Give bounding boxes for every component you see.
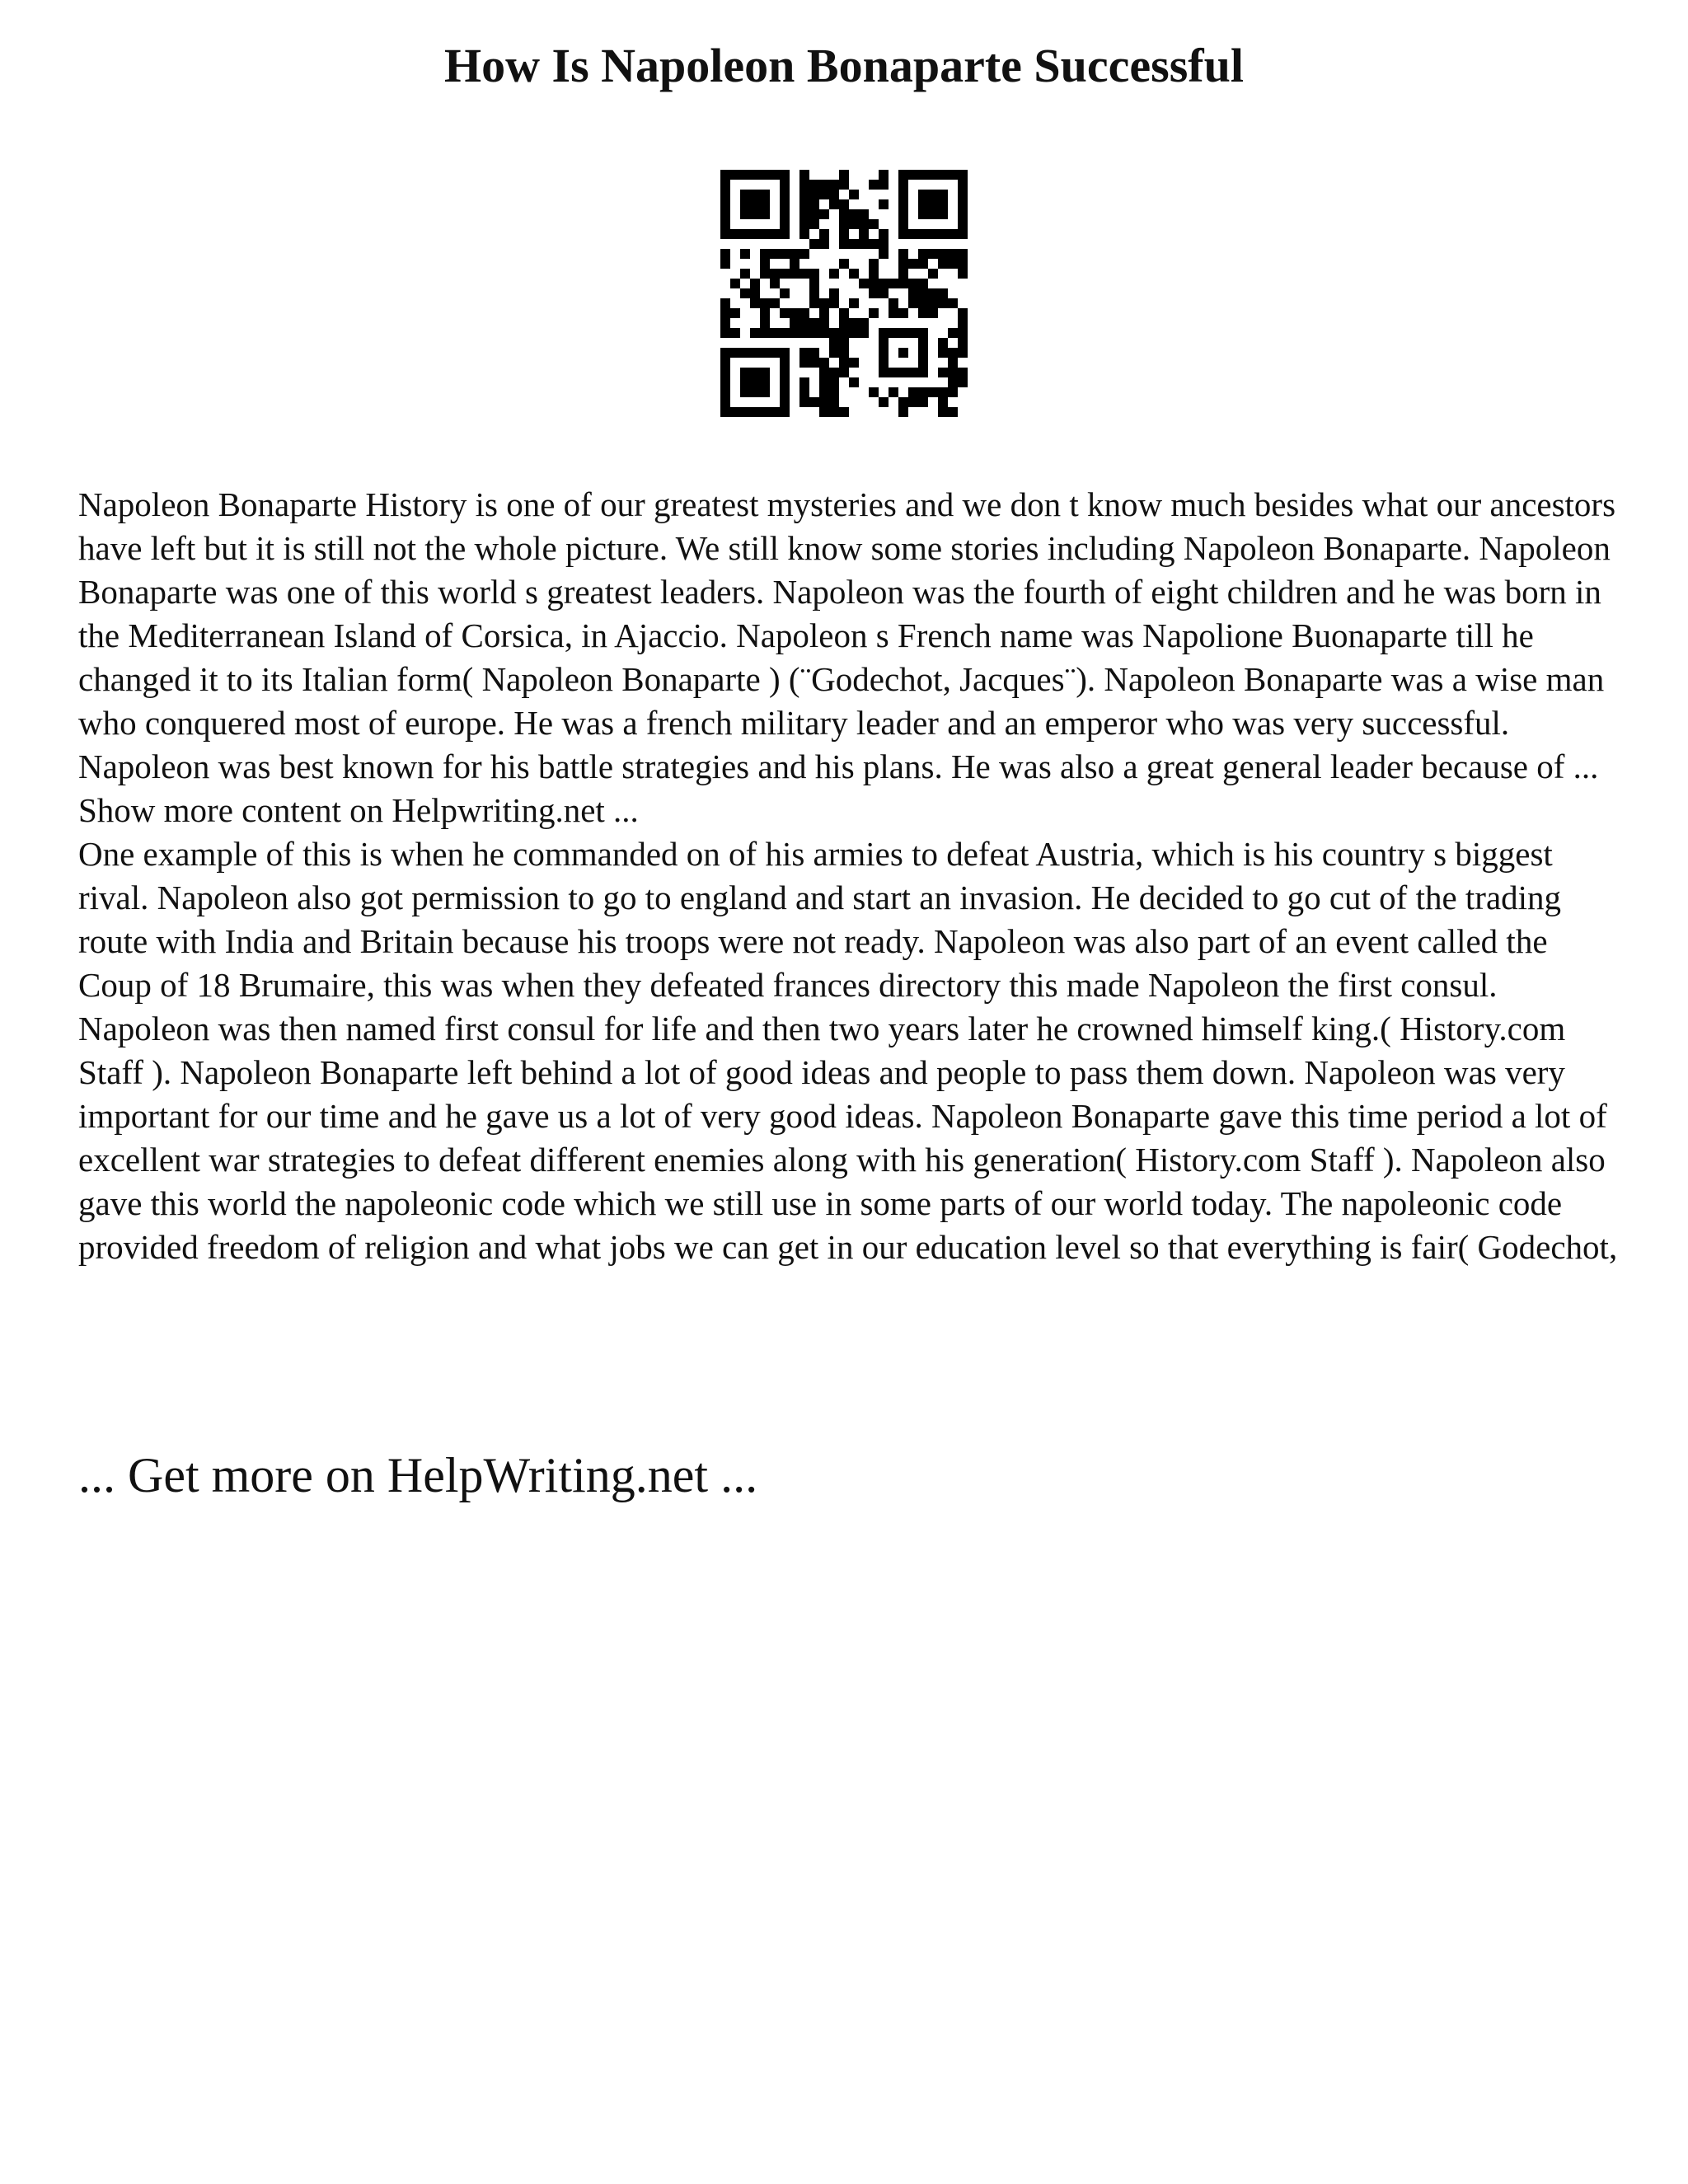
get-more-link[interactable]: ... Get more on HelpWriting.net ... xyxy=(78,1448,758,1502)
paragraph-1: Napoleon Bonaparte History is one of our greatest mysteries and we don t know much besides what our ancestors have left but it is still not the whole picture. We still know some stories including Napoleon Bonaparte. Napoleon Bonaparte was one of this world s greatest leaders. Napoleon was the fourth of eight children and he was born in the Mediterranean Island of Corsica, in Ajaccio. Napoleon s French name was Napolione Buonaparte till he changed it to its Italian form( Napoleon Bonaparte ) (¨Godechot, Jacques¨). Napoleon Bonaparte was a wise man who conquered most of europe. He was a french military leader and an emperor who was very successful. Napoleon was best known for his battle strategies and his plans. He was also a great general leader because of ... Show more content on Helpwriting.net ... xyxy=(78,485,1616,829)
qr-code-icon xyxy=(720,170,968,417)
page-title: How Is Napoleon Bonaparte Successful xyxy=(444,39,1244,92)
paragraph-2: One example of this is when he commanded on of his armies to defeat Austria, which is his country s biggest rival. Napoleon also got permission to go to england and start an invasion. He decided to go cut of the trading route with India and Britain because his troops were not ready. Napoleon was also part of an event called the Coup of 18 Brumaire, this was when they defeated frances directory this made Napoleon the first consul. Napoleon was then named first consul for life and then two years later he crowned himself king.( History.com Staff ). Napoleon Bonaparte left behind a lot of good ideas and people to pass them down. Napoleon was very important for our time and he gave us a lot of very good ideas. Napoleon Bonaparte gave this time period a lot of excellent war strategies to defeat different enemies along with his generation( History.com Staff ). Napoleon also gave this world the napoleonic code which we still use in some parts of our world today. The napoleonic code provided freedom of religion and what jobs we can get in our education level so that everything is fair( Godechot, xyxy=(78,835,1618,1266)
qr-code-graphic xyxy=(720,170,968,417)
article-body xyxy=(78,483,1628,1269)
